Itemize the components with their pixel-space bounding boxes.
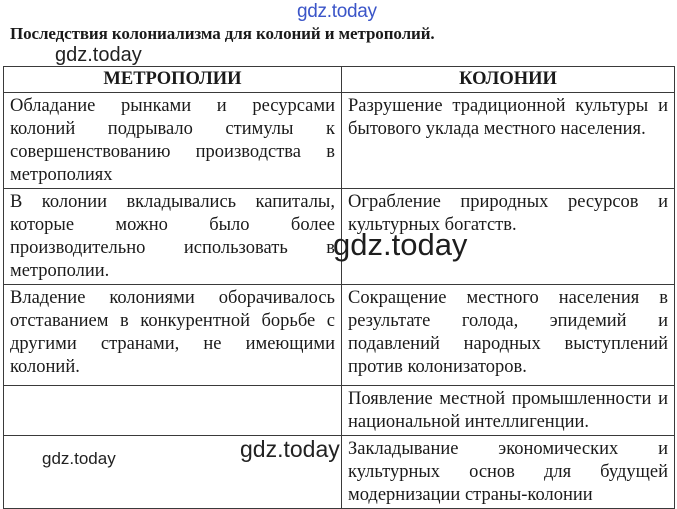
table-cell-colonies: Ограбление природных ресурсов и культурных богатств. — [342, 189, 675, 285]
table-row — [4, 93, 675, 189]
watermark-center: gdz.today — [333, 227, 468, 262]
table-header-row — [4, 67, 675, 93]
table-cell-metropolies-empty — [4, 386, 342, 436]
table-row — [4, 189, 675, 285]
table-row — [4, 386, 675, 436]
column-header-metropolies: МЕТРОПОЛИИ — [4, 67, 342, 93]
table-cell-metropolies: В колонии вкладывались капиталы, которые можно было более производительно использовать в метрополии. — [4, 189, 342, 285]
table-cell-colonies: Закладывание экономических и культурных основ для будущей модернизации страны-колонии — [342, 436, 675, 509]
watermark-bottom-center: gdz.today — [240, 436, 340, 462]
table-cell-metropolies: Владение колониями оборачивалось отставанием в конкурентной борьбе с другими странами, не имеющими колоний. — [4, 285, 342, 386]
page-title: Последствия колониализма для колоний и метрополий. — [10, 24, 435, 43]
watermark-bottom-left: gdz.today — [42, 449, 116, 468]
table-cell-colonies: Сокращение местного населения в результате голода, эпидемий и подавлений народных выступлений против колонизаторов. — [342, 285, 675, 386]
watermark-top: gdz.today — [297, 1, 377, 22]
watermark-left: gdz.today — [55, 44, 142, 66]
table-cell-colonies: Появление местной промышленности и национальной интеллигенции. — [342, 386, 675, 436]
table-cell-colonies: Разрушение традиционной культуры и бытового уклада местного населения. — [342, 93, 675, 189]
column-header-colonies: КОЛОНИИ — [342, 67, 675, 93]
table-cell-metropolies: Обладание рынками и ресурсами колоний подрывало стимулы к совершенствованию производства в метрополиях — [4, 93, 342, 189]
table-row — [4, 285, 675, 386]
consequences-table — [3, 66, 675, 509]
table-row — [4, 436, 675, 509]
table-cell-metropolies-empty — [4, 436, 342, 509]
